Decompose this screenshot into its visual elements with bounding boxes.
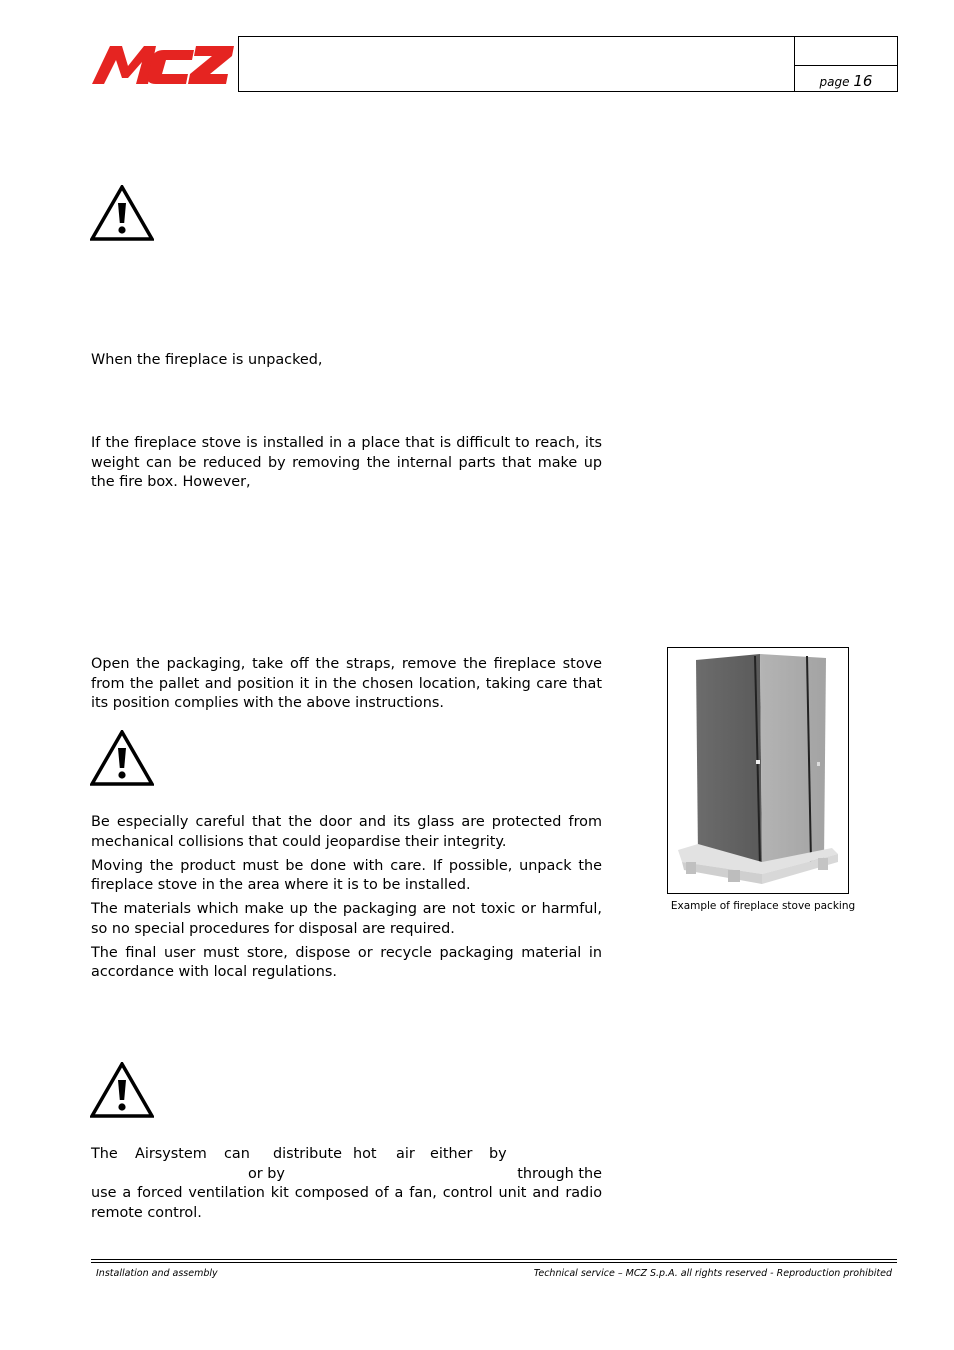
airsystem-line-1: The Airsystem can distribute hot air either by [91, 1146, 507, 1162]
footer-right-text: Technical service – MCZ S.p.A. all rights reserved - Reproduction prohibited [533, 1268, 892, 1279]
open-packaging-paragraph: Open the packaging, take off the straps, remove the fireplace stove from the pallet and position it in the chosen location, taking care that its position complies with the above instructions. [91, 656, 602, 711]
packaging-notes [91, 813, 602, 987]
warning-icon [90, 185, 154, 241]
warning-icon [90, 730, 154, 786]
difficult-place-paragraph: If the fireplace stove is installed in a place that is difficult to reach, its weight can be reduced by removing the internal parts that make up the fire box. However, [91, 435, 602, 490]
airsystem-line-3: use a forced ventilation kit composed of a fan, control unit and radio remote control. [91, 1185, 602, 1221]
header-divider [794, 65, 898, 66]
page-number [798, 72, 894, 90]
airsystem-line-2: or by through the [248, 1165, 602, 1182]
mcz-logo [92, 44, 234, 86]
packing-photo-frame [667, 647, 849, 894]
unpacked-paragraph: When the fireplace is unpacked, [91, 352, 323, 368]
note-moving: Moving the product must be done with care. If possible, unpack the fireplace stove in the area where it is to be installed. [91, 857, 602, 893]
page-label: page [819, 75, 850, 89]
packed-stove-image [668, 648, 848, 893]
footer-rule [91, 1262, 897, 1263]
page-number-value: 16 [853, 72, 873, 90]
header-divider [794, 36, 795, 92]
note-materials: The materials which make up the packaging are not toxic or harmful, so no special procedures for disposal are required. [91, 901, 602, 937]
footer-rule [91, 1259, 897, 1260]
airsystem-paragraph [91, 1145, 602, 1223]
photo-caption: Example of fireplace stove packing [670, 900, 856, 912]
warning-icon [90, 1062, 154, 1118]
note-door-glass: Be especially careful that the door and its glass are protected from mechanical collisions that could jeopardise their integrity. [91, 814, 602, 850]
note-disposal: The final user must store, dispose or recycle packaging material in accordance with local regulations. [91, 944, 602, 980]
footer-left-text: Installation and assembly [96, 1268, 218, 1279]
